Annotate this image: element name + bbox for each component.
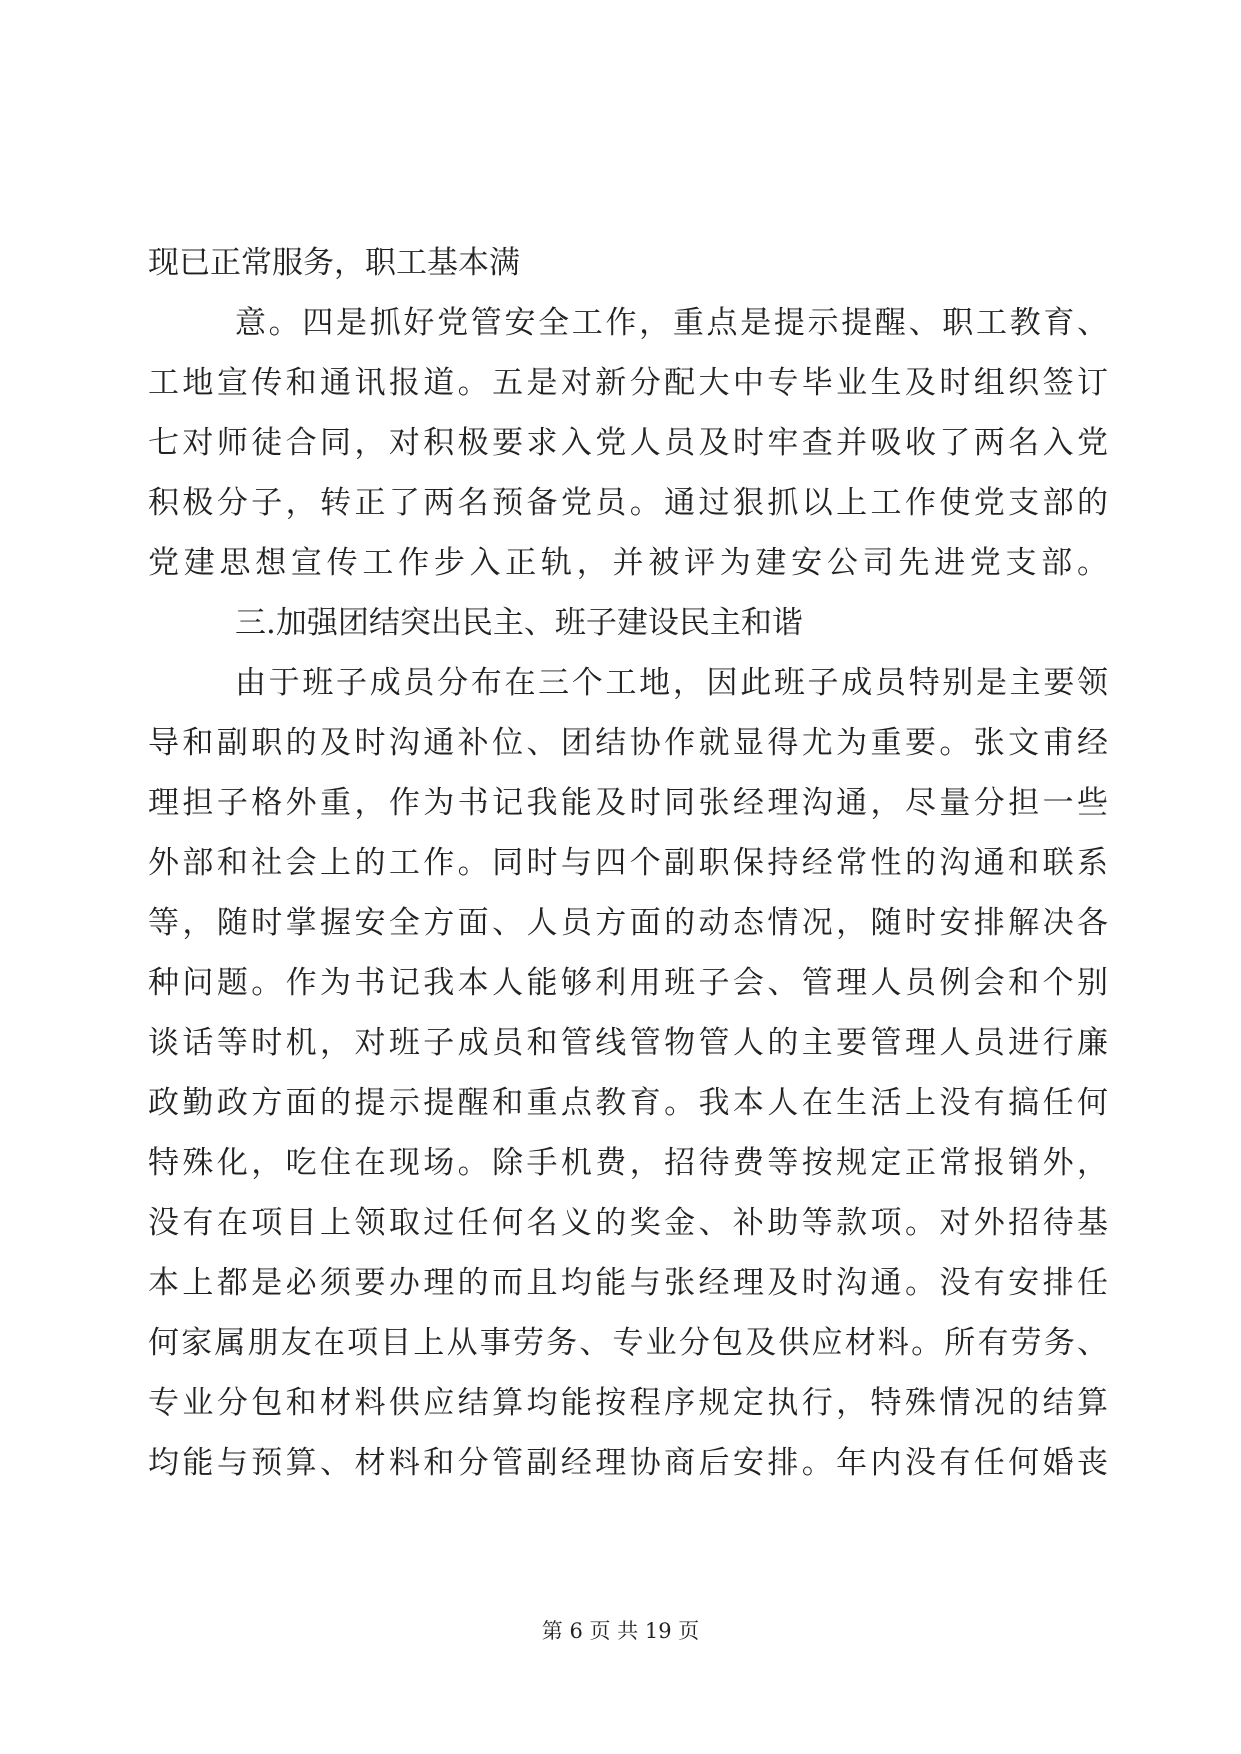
text-line: 三.加强团结突出民主、班子建设民主和谐	[235, 605, 803, 641]
text-line: 意。四是抓好党管安全工作，重点是提示提醒、职工教育、	[235, 305, 1108, 341]
text-line: 特殊化，吃住在现场。除手机费，招待费等按规定正常报销外，	[148, 1145, 1108, 1181]
text-line: 党建思想宣传工作步入正轨，并被评为建安公司先进党支部。	[148, 545, 1108, 581]
text-line: 导和副职的及时沟通补位、团结协作就显得尤为重要。张文甫经	[148, 725, 1108, 761]
text-line: 七对师徒合同，对积极要求入党人员及时牢查并吸收了两名入党	[148, 425, 1108, 461]
text-line: 政勤政方面的提示提醒和重点教育。我本人在生活上没有搞任何	[148, 1085, 1108, 1121]
text-line: 专业分包和材料供应结算均能按程序规定执行，特殊情况的结算	[148, 1385, 1108, 1421]
text-line: 种问题。作为书记我本人能够利用班子会、管理人员例会和个别	[148, 965, 1108, 1001]
text-line: 现已正常服务，职工基本满	[148, 245, 520, 281]
text-line: 均能与预算、材料和分管副经理协商后安排。年内没有任何婚丧	[148, 1445, 1108, 1481]
text-line: 谈话等时机，对班子成员和管线管物管人的主要管理人员进行廉	[148, 1025, 1108, 1061]
text-line: 理担子格外重，作为书记我能及时同张经理沟通，尽量分担一些	[148, 785, 1108, 821]
text-line: 工地宣传和通讯报道。五是对新分配大中专毕业生及时组织签订	[148, 365, 1108, 401]
text-line: 等，随时掌握安全方面、人员方面的动态情况，随时安排解决各	[148, 905, 1108, 941]
text-line: 本上都是必须要办理的而且均能与张经理及时沟通。没有安排任	[148, 1265, 1108, 1301]
page-number-footer: 第 6 页 共 19 页	[541, 1619, 700, 1643]
text-line: 外部和社会上的工作。同时与四个副职保持经常性的沟通和联系	[148, 845, 1108, 881]
text-line: 没有在项目上领取过任何名义的奖金、补助等款项。对外招待基	[148, 1205, 1108, 1241]
text-line: 由于班子成员分布在三个工地，因此班子成员特别是主要领	[235, 665, 1108, 701]
text-line: 何家属朋友在项目上从事劳务、专业分包及供应材料。所有劳务、	[148, 1325, 1108, 1361]
text-line: 积极分子，转正了两名预备党员。通过狠抓以上工作使党支部的	[148, 485, 1108, 521]
body-text	[148, 233, 1108, 1493]
